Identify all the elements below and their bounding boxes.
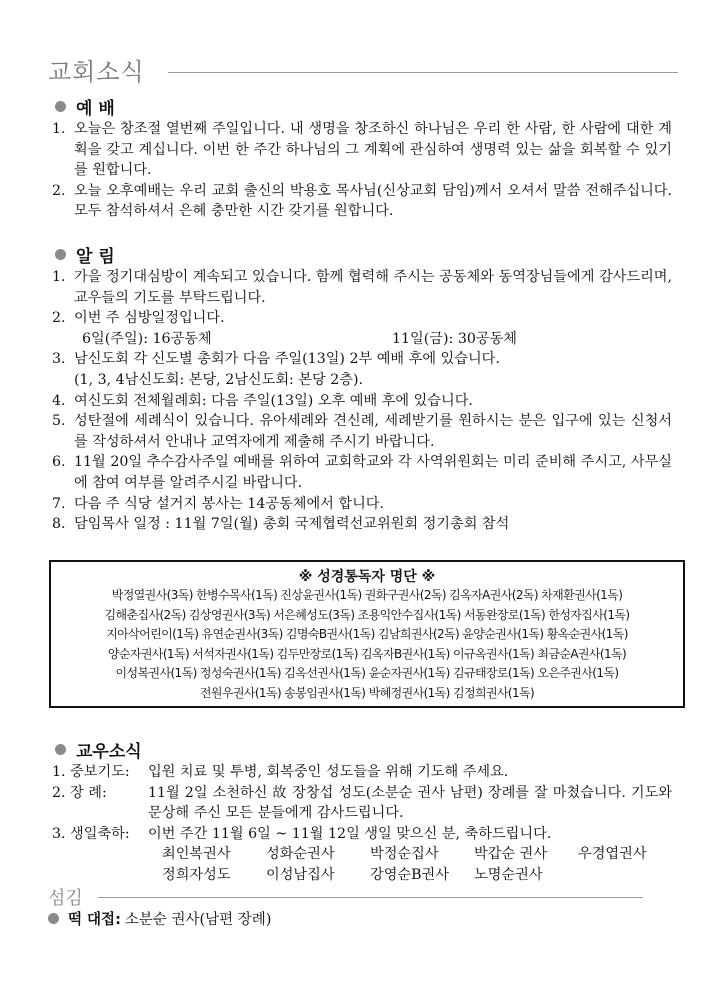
item-label: 1. 중보기도: <box>52 764 130 780</box>
list-sub-line <box>52 370 672 391</box>
birthday-name: 노명순권사 <box>474 866 543 883</box>
reader-line: 이성복권사(1독) 정성숙권사(1독) 김옥선권사(1독) 윤순자권사(1독) 김규태장로(1독) 오은주권사(1독) <box>115 666 619 681</box>
worship-heading-text: 예 배 <box>76 98 115 119</box>
bullet-icon <box>48 913 59 924</box>
service-row <box>48 908 271 929</box>
page-header <box>48 52 678 88</box>
item-number: 2. <box>52 182 66 199</box>
reader-line: 양순자권사(1독) 서석자권사(1독) 김두만장로(1독) 김옥자B권사(1독) 이규옥권사(1독) 최금순A권사(1독) <box>107 646 627 661</box>
item-text: 오늘 오후예배는 우리 교회 출신의 박용호 목사님(신상교회 담임)께서 오셔서 말씀 전해주십니다. 모두 참석하셔서 은혜 충만한 시간 갖기를 원합니다. <box>74 182 672 220</box>
item-label: 3. 생일축하: <box>52 825 130 842</box>
list-item <box>52 308 672 329</box>
item-text: 성탄절에 세례식이 있습니다. 유아세례와 견신례, 세례받기를 원하시는 분은 입구에 있는 신청서를 작성하셔서 안내나 교역자에게 제출해 주시기 바랍니다. <box>74 413 672 450</box>
worship-section <box>52 93 672 222</box>
item-number: 2. <box>52 310 66 327</box>
schedule-row <box>52 329 672 350</box>
title-divider <box>168 72 678 73</box>
service-header <box>48 884 648 910</box>
item-text: 여신도회 전체월례회: 다음 주일(13일) 오후 예배 후에 있습니다. <box>74 392 473 409</box>
service-value: 소분순 권사(남편 장례) <box>124 912 272 928</box>
list-item <box>52 514 672 535</box>
reader-line: 지아삭어린이(1독) 유연순권사(3독) 김명숙B권사(1독) 김남희권사(2독) 윤양순권사(1독) 황옥순권사(1독) <box>106 627 628 642</box>
bullet-icon <box>55 744 66 755</box>
bible-reading-box <box>49 560 685 708</box>
item-subtext: (1, 3, 4남신도회: 본당, 2남신도회: 본당 2층). <box>74 371 364 388</box>
item-number: 1. <box>52 121 66 137</box>
bible-box-title: ※ 성경통독자 명단 ※ <box>298 569 436 585</box>
list-item <box>52 824 672 845</box>
item-number: 3. <box>52 351 66 368</box>
members-section <box>52 736 672 886</box>
list-item <box>52 349 672 370</box>
list-item <box>52 119 672 181</box>
bullet-icon <box>55 249 66 260</box>
item-text: 가을 정기대심방이 계속되고 있습니다. 함께 협력해 주시는 공동체와 동역장님들에게 감사드리며, 교우들의 기도를 부탁드립니다. <box>74 269 672 306</box>
list-item <box>52 494 672 515</box>
notice-heading <box>52 241 672 267</box>
birthday-name: 정희자성도 <box>162 866 231 883</box>
reader-line: 박정열권사(3독) 한병수목사(1독) 진상윤권사(1독) 권화구권사(2독) 김옥자A권사(2독) 차재환권사(1독) <box>111 588 623 602</box>
birthday-name: 박갑순 권사 <box>474 846 548 863</box>
reader-line: 전원우권사(1독) 송봉임권사(1독) 박혜정권사(1독) 김정희권사(1독) <box>199 685 535 700</box>
list-item <box>52 391 672 412</box>
birthday-name: 박정순집사 <box>370 846 439 863</box>
service-title: 섬김 <box>48 888 83 909</box>
birthday-name: 강영순B권사 <box>370 866 449 883</box>
schedule-entry: 6일(주일): 16공동체 <box>82 330 212 347</box>
birthday-name: 성화순권사 <box>266 846 335 863</box>
reader-line: 김해춘집사(2독) 김상영권사(3독) 서은혜성도(3독) 조용익안수집사(1독) 서동완장로(1독) 한성자집사(1독) <box>104 607 630 622</box>
notice-heading-text: 알 림 <box>76 246 115 267</box>
list-item <box>52 452 672 493</box>
item-label: 2. 장 례: <box>52 784 107 801</box>
members-heading-text: 교우소식 <box>76 741 142 762</box>
item-number: 6. <box>52 454 66 471</box>
item-text: 담임목사 일정 : 11월 7일(월) 총회 국제협력선교위원회 정기총회 참석 <box>74 516 510 533</box>
item-text: 남신도회 각 신도별 총회가 다음 주일(13일) 2부 예배 후에 있습니다. <box>74 351 500 368</box>
item-text: 11월 20일 추수감사주일 예배를 위하여 교회학교와 각 사역위원회는 미리 준비해 주시고, 사무실에 참여 여부를 알려주시길 바랍니다. <box>74 454 672 491</box>
item-text: 다음 주 식당 설거지 봉사는 14공동체에서 합니다. <box>74 495 385 512</box>
page-title: 교회소식 <box>48 58 145 86</box>
worship-heading <box>52 93 672 119</box>
service-divider <box>98 897 643 898</box>
item-number: 4. <box>52 392 66 409</box>
item-text: 이번 주간 11월 6일 ~ 11월 12일 생일 맞으신 분, 축하드립니다. <box>148 825 552 842</box>
item-text: 오늘은 창조절 열번째 주일입니다. 내 생명을 창조하신 하나님은 우리 한 사람, 한 사람에 대한 계획을 갖고 계십니다. 이번 한 주간 하나님의 그 계획에 관심하여 생명력 있는 삶을 회복할 수 있기를 원합니다. <box>74 121 672 179</box>
notice-section <box>52 241 672 535</box>
birthday-name: 최인복권사 <box>162 846 231 863</box>
list-item <box>52 181 672 222</box>
item-number: 1. <box>52 269 66 285</box>
item-text: 입원 치료 및 투병, 회복중인 성도들을 위해 기도해 주세요. <box>148 764 509 780</box>
birthday-names-row <box>52 844 672 865</box>
service-label: 떡 대접: <box>68 912 121 928</box>
list-item <box>52 783 672 824</box>
schedule-entry: 11일(금): 30공동체 <box>392 330 517 347</box>
item-number: 8. <box>52 516 66 533</box>
birthday-names-row <box>52 865 672 886</box>
item-text: 이번 주 심방일정입니다. <box>74 310 225 327</box>
item-number: 5. <box>52 413 66 430</box>
members-heading <box>52 736 672 762</box>
birthday-name: 이성남집사 <box>266 866 335 883</box>
list-item <box>52 411 672 452</box>
list-item <box>52 762 672 783</box>
list-item <box>52 267 672 308</box>
bullet-icon <box>55 101 66 112</box>
item-text: 11월 2일 소천하신 故 장창섭 성도(소분순 권사 남편) 장례를 잘 마쳤습니다. 기도와 문상해 주신 모든 분들에게 감사드립니다. <box>148 784 672 822</box>
birthday-name: 우경엽권사 <box>578 846 647 863</box>
item-number: 7. <box>52 495 66 512</box>
